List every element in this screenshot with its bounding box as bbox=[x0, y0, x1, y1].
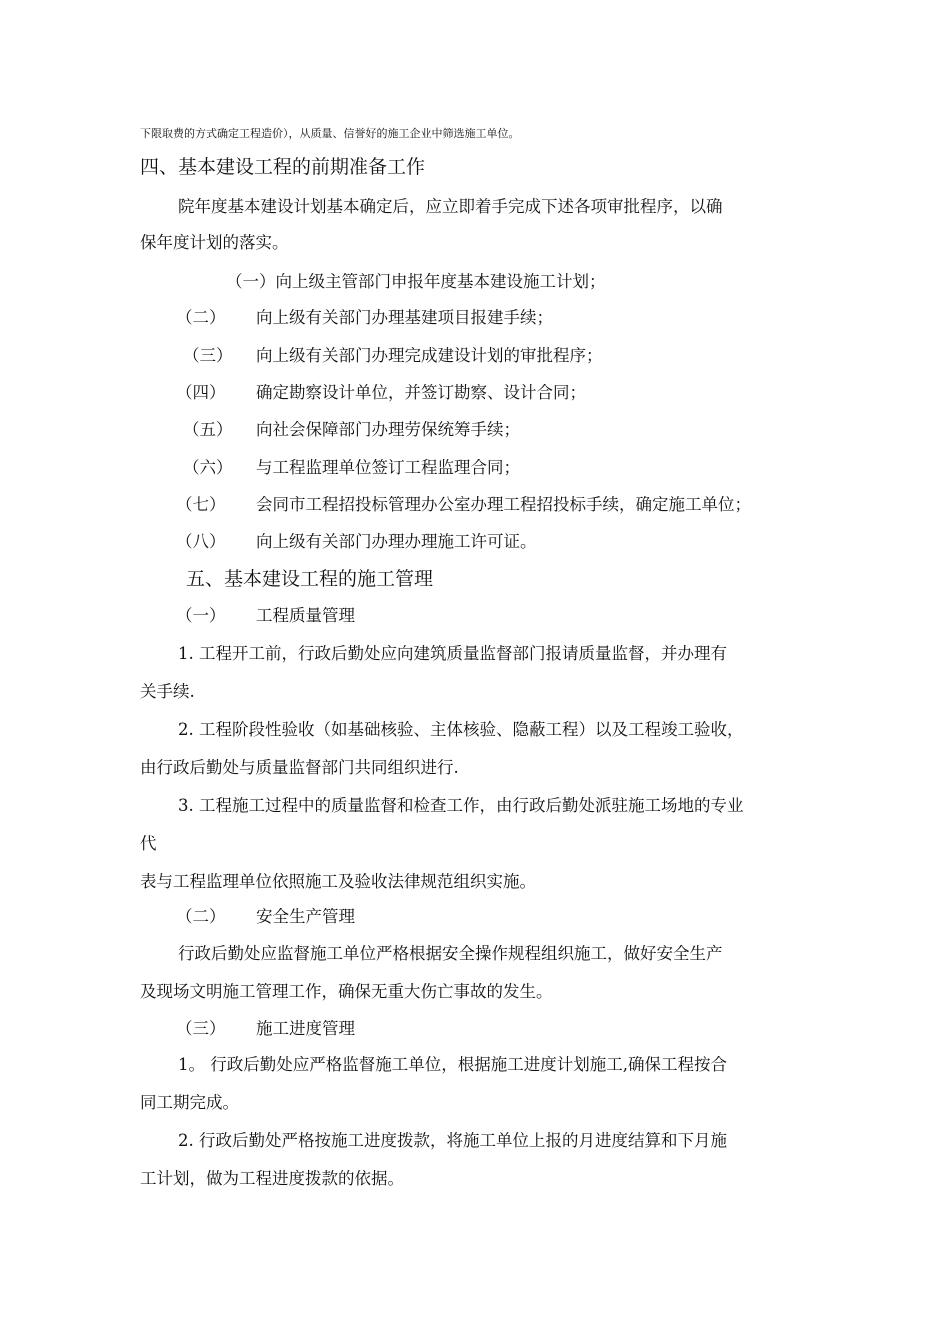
section4-item-8 bbox=[176, 531, 537, 553]
sub-title: 工程质量管理 bbox=[256, 606, 355, 625]
section4-item-6 bbox=[183, 457, 520, 479]
section4-item-5 bbox=[183, 419, 520, 441]
sub1-paragraph3-line3: 表与工程监理单位依照施工及验收法律规范组织实施。 bbox=[140, 872, 536, 891]
section4-item-4 bbox=[176, 382, 586, 404]
sub2-paragraph-line2: 及现场文明施工管理工作，确保无重大伤亡事故的发生。 bbox=[140, 982, 553, 1001]
item-number: （五） bbox=[183, 420, 233, 439]
sub2-paragraph-line1: 行政后勤处应监督施工单位严格根据安全操作规程组织施工，做好安全生产 bbox=[178, 944, 723, 963]
sub1-paragraph2-line1: 2. 工程阶段性验收（如基础核验、主体核验、隐蔽工程）以及工程竣工验收， bbox=[178, 720, 744, 739]
section4-item-1 bbox=[226, 271, 606, 293]
sub1-paragraph3-line1: 3. 工程施工过程中的质量监督和检查工作，由行政后勤处派驻施工场地的专业 bbox=[178, 796, 744, 815]
intro-tail-text: 下限取费的方式确定工程造价），从质量、信誉好的施工企业中筛选施工单位。 bbox=[140, 127, 520, 140]
sub3-paragraph1-line2: 同工期完成。 bbox=[140, 1093, 239, 1112]
section5-heading: 五、基本建设工程的施工管理 bbox=[186, 568, 434, 590]
section4-item-3 bbox=[183, 345, 603, 367]
item-number: （七） bbox=[176, 495, 226, 514]
section4-paragraph-line2: 保年度计划的落实。 bbox=[140, 233, 289, 252]
sub-number: （一） bbox=[176, 606, 226, 625]
section5-sub3-heading bbox=[176, 1018, 355, 1040]
section5-sub2-heading bbox=[176, 906, 355, 928]
item-text: 向上级主管部门申报年度基本建设施工计划； bbox=[275, 272, 606, 291]
item-text: 向上级有关部门办理完成建设计划的审批程序； bbox=[256, 346, 603, 365]
sub-number: （三） bbox=[176, 1019, 226, 1038]
section5-sub1-heading bbox=[176, 605, 355, 627]
section4-heading: 四、基本建设工程的前期准备工作 bbox=[140, 156, 426, 178]
item-text: 向上级有关部门办理基建项目报建手续； bbox=[256, 308, 553, 327]
item-number: （四） bbox=[176, 383, 226, 402]
item-number: （二） bbox=[176, 308, 226, 327]
item-text: 确定勘察设计单位，并签订勘察、设计合同； bbox=[256, 383, 586, 402]
sub1-paragraph1-line2: 关手续. bbox=[140, 682, 195, 701]
sub-number: （二） bbox=[176, 907, 226, 926]
sub1-paragraph2-line2: 由行政后勤处与质量监督部门共同组织进行. bbox=[140, 758, 459, 777]
item-text: 会同市工程招投标管理办公室办理工程招投标手续，确定施工单位； bbox=[256, 495, 751, 514]
section4-paragraph-line1: 院年度基本建设计划基本确定后，应立即着手完成下述各项审批程序，以确 bbox=[178, 197, 723, 216]
item-number: （六） bbox=[183, 458, 233, 477]
item-text: 向上级有关部门办理办理施工许可证。 bbox=[256, 532, 537, 551]
item-number: （三） bbox=[183, 346, 233, 365]
item-number: （八） bbox=[176, 532, 226, 551]
sub1-paragraph3-line2: 代 bbox=[140, 834, 157, 853]
item-text: 向社会保障部门办理劳保统筹手续； bbox=[256, 420, 520, 439]
item-number: （一） bbox=[226, 272, 276, 291]
section4-item-2 bbox=[176, 307, 553, 329]
sub3-paragraph2-line1: 2. 行政后勤处严格按施工进度拨款，将施工单位上报的月进度结算和下月施 bbox=[178, 1131, 727, 1150]
sub-title: 施工进度管理 bbox=[256, 1019, 355, 1038]
sub3-paragraph2-line2: 工计划，做为工程进度拨款的依据。 bbox=[140, 1169, 404, 1188]
sub3-paragraph1-line1: 1。 行政后勤处应严格监督施工单位，根据施工进度计划施工,确保工程按合 bbox=[178, 1055, 727, 1074]
sub-title: 安全生产管理 bbox=[256, 907, 355, 926]
item-text: 与工程监理单位签订工程监理合同； bbox=[256, 458, 520, 477]
sub1-paragraph1-line1: 1. 工程开工前，行政后勤处应向建筑质量监督部门报请质量监督，并办理有 bbox=[178, 644, 727, 663]
section4-item-7 bbox=[176, 494, 751, 516]
